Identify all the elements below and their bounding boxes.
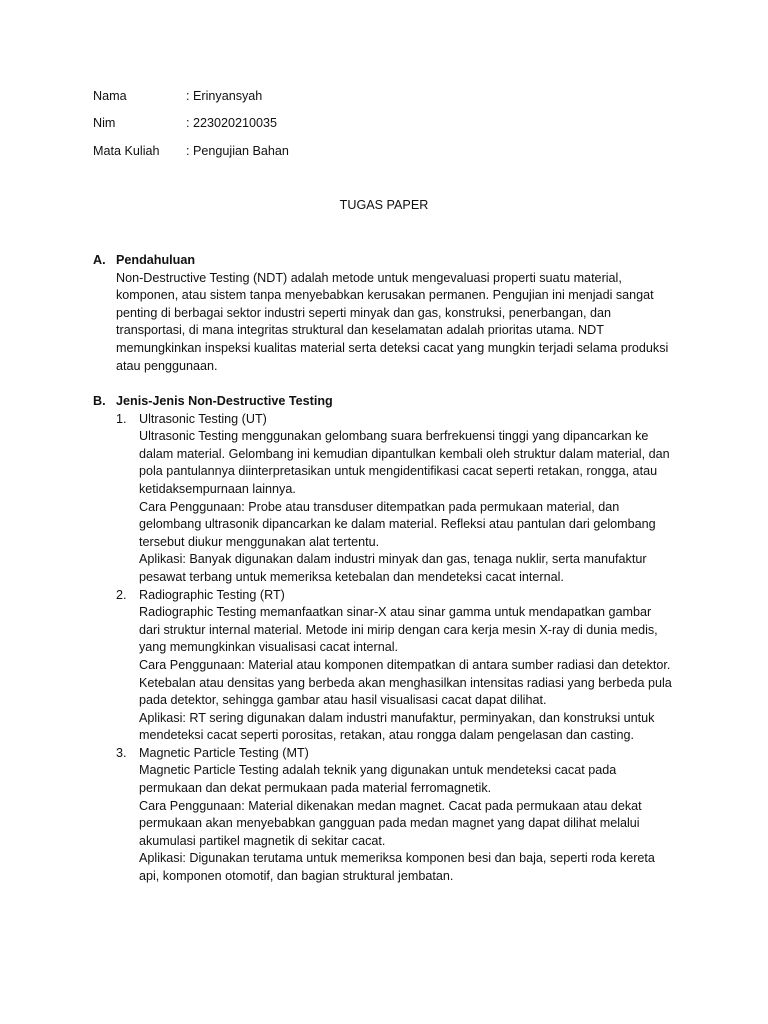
item-content (139, 745, 674, 886)
list-item-magnetic-particle (116, 745, 683, 886)
info-row-course (93, 143, 693, 161)
section-letter: B. (93, 394, 106, 408)
nim-value: : 223020210035 (186, 116, 278, 130)
section-heading (93, 393, 683, 411)
course-label: Mata Kuliah (93, 144, 160, 158)
section-ndt-types (93, 393, 683, 886)
info-row-name (93, 88, 693, 106)
document-title: TUGAS PAPER (339, 198, 429, 212)
item-title: Ultrasonic Testing (UT) (139, 411, 267, 426)
name-label: Nama (93, 89, 127, 103)
list-item-radiographic (116, 587, 683, 745)
item-usage: Cara Penggunaan: Material dikenakan medan magnet. Cacat pada permukaan atau dekat permukaan akan menyebabkan gangguan pada medan magnet yang dapat dilihat melalui akumulasi partikel magnetik di sekitar cacat. (139, 798, 642, 848)
section-title: Jenis-Jenis Non-Destructive Testing (116, 394, 333, 408)
item-application: Aplikasi: Digunakan terutama untuk memeriksa komponen besi dan baja, seperti roda kereta api, komponen otomotif, dan bagian struktural jembatan. (139, 851, 655, 884)
name-value: : Erinyansyah (186, 89, 263, 103)
introduction-paragraph: Non-Destructive Testing (NDT) adalah metode untuk mengevaluasi properti suatu material, komponen, atau sistem tanpa menyebabkan kerusakan permanen. Pengujian ini menjadi sangat penting di berbagai sektor industri seperti minyak dan gas, konstruksi, penerbangan, dan transportasi, di mana integritas struktural dan keselamatan adalah prioritas utama. NDT memungkinkan inspeksi kualitas material serta deteksi cacat yang mungkin terjadi selama produksi atau penggunaan. (116, 270, 669, 373)
item-content (139, 587, 674, 745)
section-heading (93, 252, 683, 270)
section-introduction (93, 252, 683, 375)
item-number: 2. (116, 587, 127, 602)
course-value: : Pengujian Bahan (186, 144, 289, 158)
item-title: Magnetic Particle Testing (MT) (139, 745, 309, 760)
item-application: Aplikasi: RT sering digunakan dalam industri manufaktur, perminyakan, dan konstruksi untuk mendeteksi cacat seperti porositas, retakan, atau rongga dalam pengelasan dan casting. (139, 710, 655, 743)
item-title: Radiographic Testing (RT) (139, 587, 285, 602)
nim-label: Nim (93, 116, 116, 130)
item-number: 1. (116, 411, 127, 426)
item-number: 3. (116, 745, 127, 760)
item-description: Magnetic Particle Testing adalah teknik yang digunakan untuk mendeteksi cacat pada permukaan dan dekat permukaan pada material ferromagnetik. (139, 763, 617, 796)
item-description: Ultrasonic Testing menggunakan gelombang suara berfrekuensi tinggi yang dipancarkan ke dalam material. Gelombang ini kemudian dipantulkan kembali oleh struktur dalam material, dan pola pantulannya diinterpretasikan untuk mengidentifikasi cacat seperti retakan, rongga, atau ketidaksempurnaan lainnya. (139, 429, 670, 496)
item-usage: Cara Penggunaan: Material atau komponen ditempatkan di antara sumber radiasi dan detektor. Ketebalan atau densitas yang berbeda akan menghasilkan intensitas radiasi yang berbeda pula pada detektor, sehingga gambar atau hasil visualisasi cacat dapat dilihat. (139, 657, 672, 708)
item-content (139, 411, 674, 587)
section-letter: A. (93, 253, 106, 267)
item-usage: Cara Penggunaan: Probe atau transduser ditempatkan pada permukaan material, dan gelombang ultrasonik dipancarkan ke dalam material. Refleksi atau pantulan dari gelombang tersebut diukur menggunakan alat tertentu. (139, 499, 656, 549)
list-item-ultrasonic (116, 411, 683, 587)
info-row-nim (93, 115, 693, 133)
item-description: Radiographic Testing memanfaatkan sinar-X atau sinar gamma untuk mendapatkan gambar dari struktur internal material. Metode ini mirip dengan cara kerja mesin X-ray di dunia medis, yang memungkinkan visualisasi cacat internal. (139, 605, 658, 655)
section-title: Pendahuluan (116, 253, 196, 267)
item-application: Aplikasi: Banyak digunakan dalam industri minyak dan gas, tenaga nuklir, serta manufaktur pesawat terbang untuk memeriksa ketebalan dan mendeteksi cacat internal. (139, 552, 647, 584)
